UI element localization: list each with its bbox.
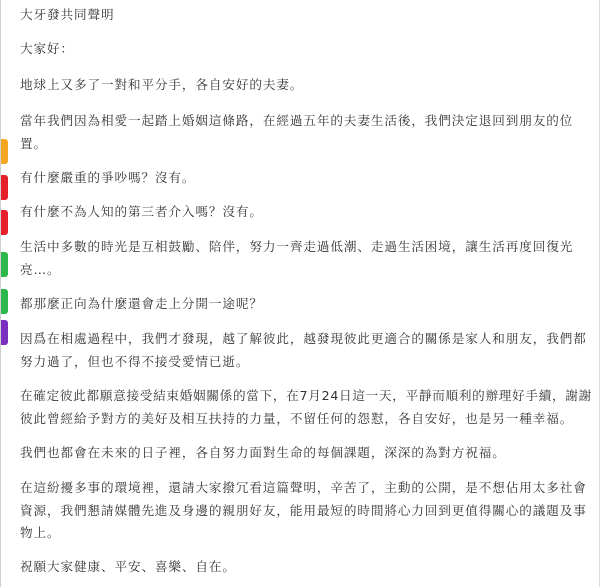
side-marker-red: [1, 175, 8, 200]
paragraph-line: 我們也都會在未來的日子裡，各自努力面對生命的每個課題，深深的為對方祝福。: [20, 445, 506, 460]
side-marker-green: [1, 252, 8, 277]
paragraph-line: 都那麼正向為什麼還會走上分開一途呢？: [20, 296, 263, 311]
paragraph-line: 置。: [20, 136, 47, 151]
paragraph-line: 亮…。: [20, 262, 61, 277]
paragraph-line: 彼此曾經給予對方的美好及相互扶持的力量，不留任何的怨懟，各自安好，也是另一種幸福。: [20, 411, 574, 426]
side-marker-red: [1, 210, 8, 235]
side-marker-purple: [1, 320, 8, 345]
paragraph-line: 有什麼不為人知的第三者介入嗎？沒有。: [20, 204, 263, 219]
paragraph-line: 在這紛擾多事的環境裡，還請大家撥冗看這篇聲明，辛苦了，主動的公開，是不想佔用太多社會: [20, 480, 587, 495]
paragraph-line: 有什麼嚴重的爭吵嗎？沒有。: [20, 170, 196, 185]
paragraph-line: 在確定彼此都願意接受結束婚姻關係的當下，在7月24日這一天，平靜而順利的辦理好手續，謝謝: [20, 388, 592, 403]
statement-title: 大牙發共同聲明: [20, 7, 115, 22]
paragraph-line: 物上。: [20, 525, 61, 540]
greeting: 大家好：: [20, 41, 74, 56]
closing-wishes: 祝願大家健康、平安、喜樂、自在。: [20, 559, 236, 574]
paragraph-line: 努力過了，但也不得不接受愛情已逝。: [20, 354, 250, 369]
paragraph-line: 資源，我們懇請媒體先進及身邊的親朋好友，能用最短的時間將心力回到更值得關心的議題及事: [20, 503, 587, 518]
side-marker-orange: [1, 139, 8, 164]
paragraph-line: 因爲在相處過程中，我們才發現，越了解彼此，越發現彼此更適合的關係是家人和朋友，我們都: [20, 331, 587, 346]
paragraph-line: 當年我們因為相愛一起踏上婚姻這條路，在經過五年的夫妻生活後，我們決定退回到朋友的位: [20, 113, 574, 128]
paragraph-line: 地球上又多了一對和平分手，各自安好的夫妻。: [20, 77, 304, 92]
side-marker-green: [1, 289, 8, 314]
side-color-markers: [1, 0, 9, 587]
paragraph-line: 生活中多數的時光是互相鼓勵、陪伴，努力一齊走過低潮、走過生活困境，讓生活再度回復光: [20, 239, 574, 254]
